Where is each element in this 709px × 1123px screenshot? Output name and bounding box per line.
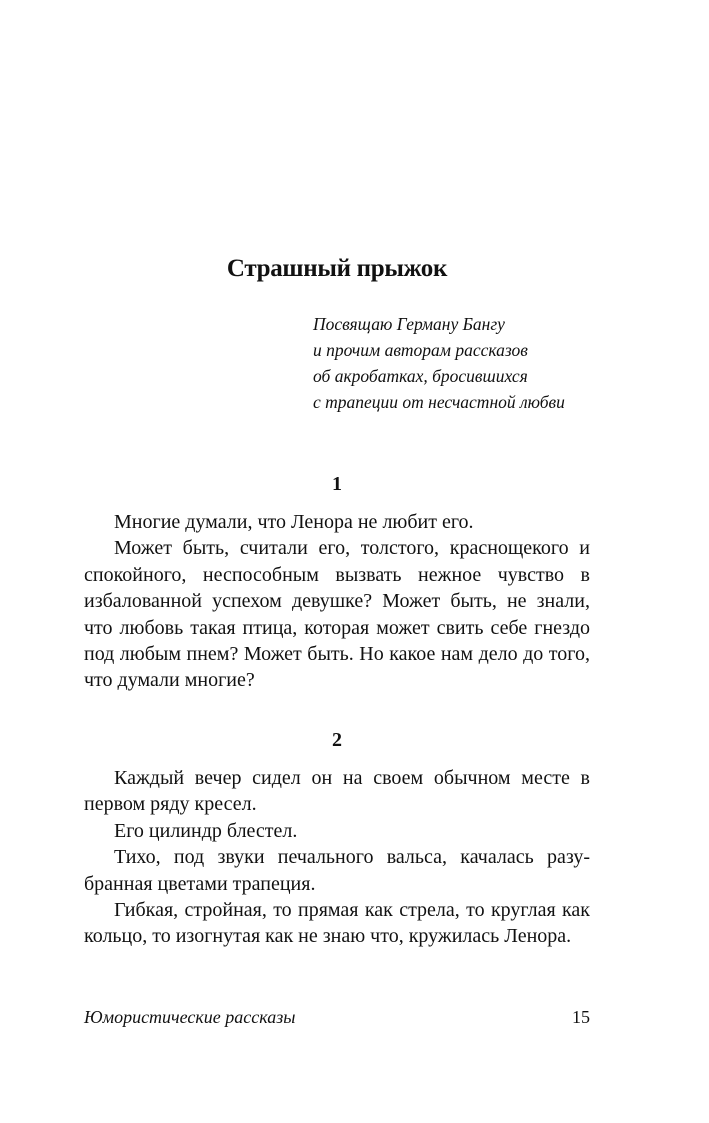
page-number: 15 xyxy=(572,1007,590,1027)
paragraph: Его цилиндр блестел. xyxy=(114,819,298,842)
epigraph-line: с трапеции от несчастной любви xyxy=(313,392,565,412)
running-footer-title: Юмористические рассказы xyxy=(84,1007,296,1027)
paragraph: Гибкая, стройная, то прямая как стрела, то круглая как кольцо, то изогнутая как не знаю что, кружилась Ленора. xyxy=(84,899,590,948)
section-number: 1 xyxy=(332,473,342,495)
epigraph-line: и прочим авторам рассказов xyxy=(313,340,528,360)
epigraph-line: Посвящаю Герману Бангу xyxy=(313,314,505,334)
section-body xyxy=(84,509,590,694)
paragraph: Многие думали, что Ленора не любит его. xyxy=(114,511,474,533)
page-footer xyxy=(84,1004,590,1030)
epigraph xyxy=(313,311,643,415)
section-number: 2 xyxy=(332,729,342,751)
epigraph-line: об акробатках, бросившихся xyxy=(313,366,528,386)
paragraph: Может быть, считали его, толстого, краснощекого и спокойного, неспособным вызвать нежное чувство в избалованной успехом девушке? Может быть, не знали, что любовь такая птица, которая может свить себе гнездо под любым пнем? Может быть. Но какое нам дело до того, что думали многие? xyxy=(84,537,590,692)
section-body xyxy=(84,765,590,950)
paragraph: Тихо, под звуки печального вальса, качалась разу-бранная цветами трапеция. xyxy=(84,846,590,895)
chapter-title: Страшный прыжок xyxy=(226,255,448,282)
paragraph: Каждый вечер сидел он на своем обычном месте в первом ряду кресел. xyxy=(84,767,590,816)
